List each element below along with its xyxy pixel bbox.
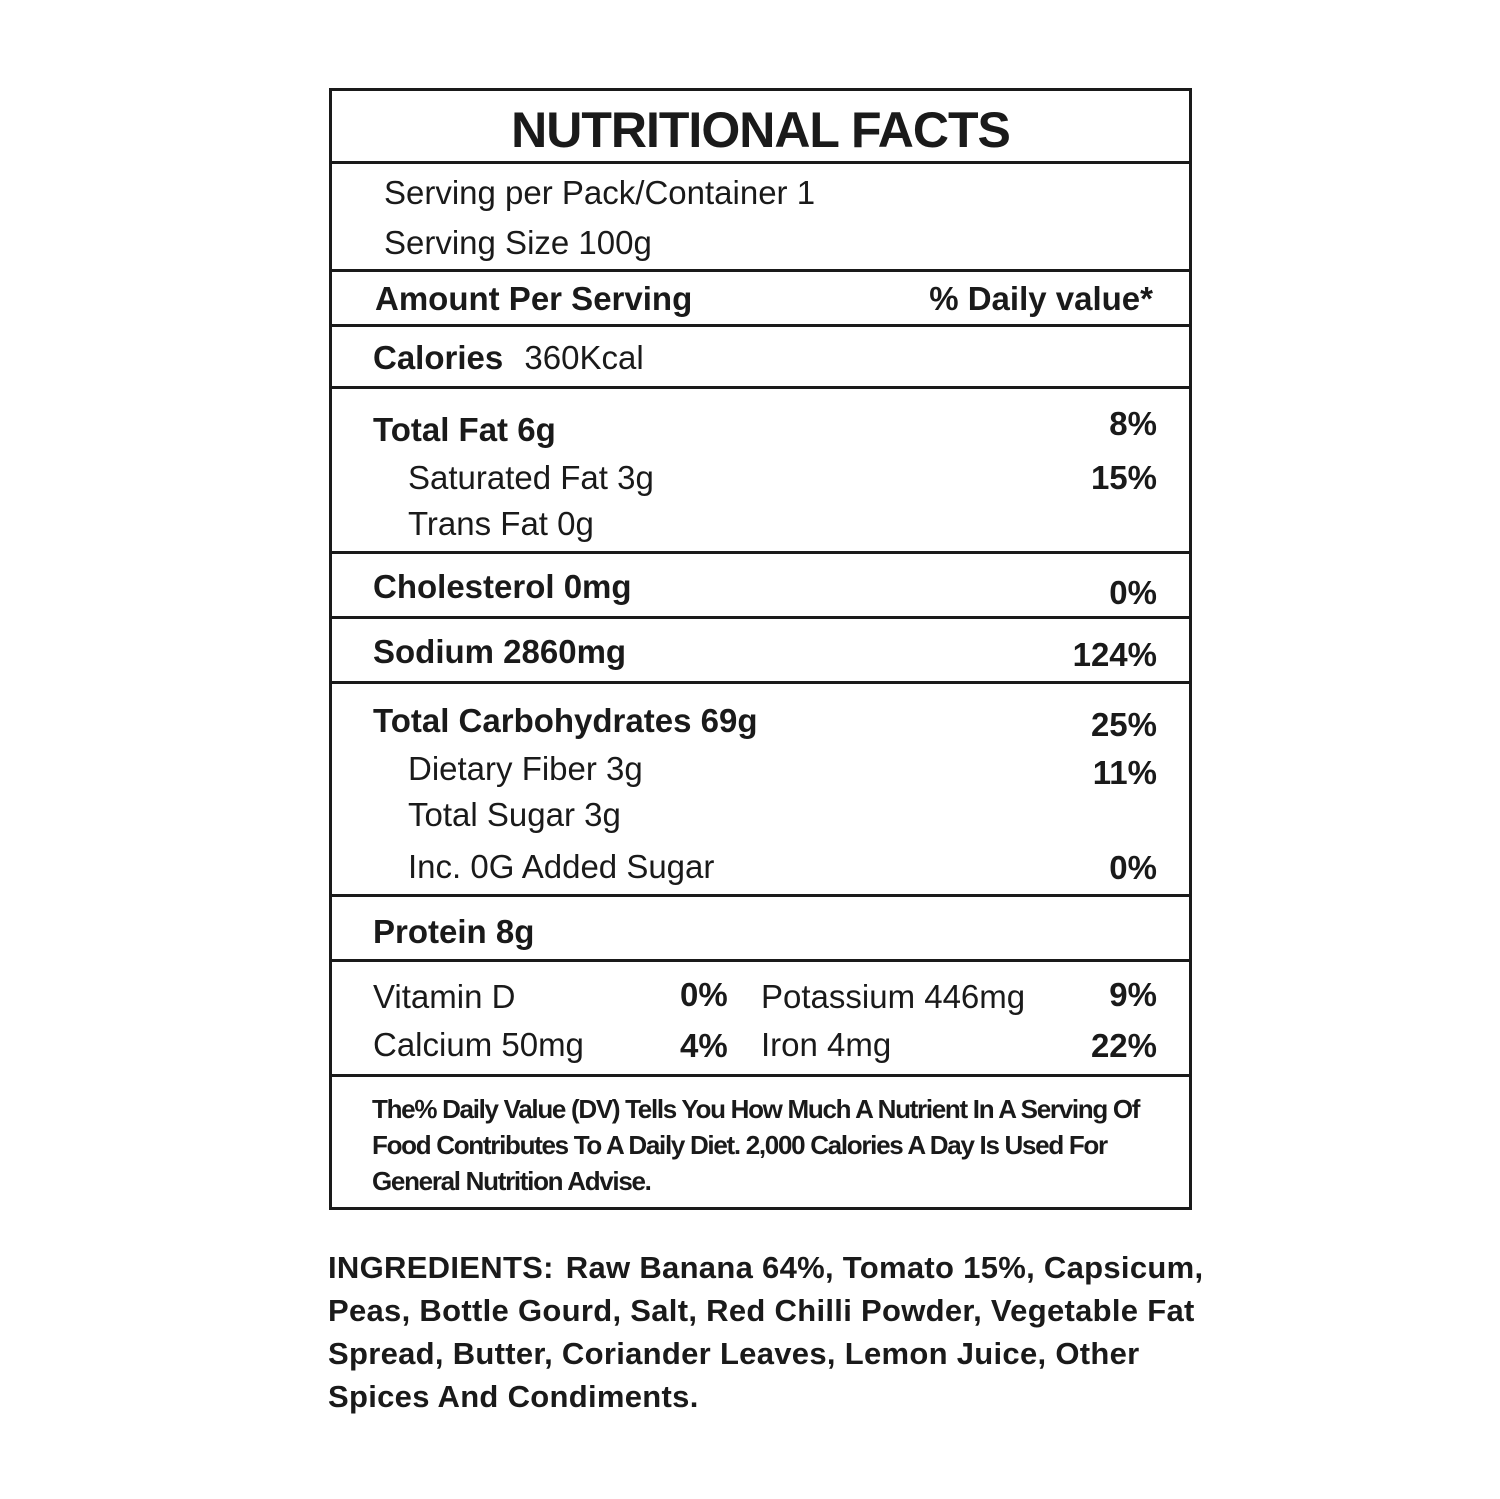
daily-value-footnote: The% Daily Value (DV) Tells You How Much A Nutrient In A Serving Of Food Contributes To A Daily Diet. 2,000 Calories A Day Is Used For General Nutrition Advise. xyxy=(372,1094,1140,1196)
added-sugar-dv: 0% xyxy=(1109,849,1157,886)
calories-row xyxy=(373,341,644,374)
ingredients-list: Raw Banana 64%, Tomato 15%, Capsicum, Peas, Bottle Gourd, Salt, Red Chilli Powder, Vegetable Fat Spread, Butter, Coriander Leaves, Lemon Juice, Other Spices And Condiments. xyxy=(328,1250,1204,1414)
potassium-label: Potassium 446mg xyxy=(761,978,1026,1015)
serving-size: Serving Size 100g xyxy=(384,224,652,261)
added-sugar-label: Inc. 0G Added Sugar xyxy=(408,848,715,885)
total-carbs-dv: 25% xyxy=(1090,706,1157,743)
cholesterol-section xyxy=(332,551,1189,617)
amount-header-section xyxy=(332,269,1189,325)
saturated-fat-label: Saturated Fat 3g xyxy=(408,459,654,496)
calcium-dv: 4% xyxy=(680,1027,728,1064)
calories-section xyxy=(332,324,1189,387)
iron-label: Iron 4mg xyxy=(761,1026,892,1063)
sodium-label: Sodium 2860mg xyxy=(373,633,627,670)
cholesterol-dv: 0% xyxy=(1109,574,1157,611)
iron-dv: 22% xyxy=(1090,1027,1157,1064)
sodium-section xyxy=(332,616,1189,682)
serving-per-pack: Serving per Pack/Container 1 xyxy=(384,174,816,211)
saturated-fat-dv: 15% xyxy=(1090,459,1157,496)
calcium-label: Calcium 50mg xyxy=(373,1026,584,1063)
serving-section xyxy=(332,161,1189,270)
potassium-dv: 9% xyxy=(1109,976,1157,1013)
dietary-fiber-dv: 11% xyxy=(1092,754,1157,791)
protein-section xyxy=(332,894,1189,960)
protein-label: Protein 8g xyxy=(373,913,535,950)
sodium-dv: 124% xyxy=(1072,636,1157,673)
total-carbs-label: Total Carbohydrates 69g xyxy=(373,702,758,739)
vitamin-d-dv: 0% xyxy=(680,976,728,1013)
title-section xyxy=(332,91,1189,161)
cholesterol-label: Cholesterol 0mg xyxy=(373,568,632,605)
vitamin-d-label: Vitamin D xyxy=(373,978,516,1015)
total-fat-label: Total Fat 6g xyxy=(373,411,556,448)
total-fat-dv: 8% xyxy=(1109,405,1157,442)
carbohydrates-section xyxy=(332,681,1189,895)
calories-value: 360Kcal xyxy=(524,339,644,376)
ingredients-text xyxy=(328,1246,1208,1418)
footnote-section xyxy=(332,1074,1189,1210)
daily-value-header: % Daily value* xyxy=(929,280,1153,317)
nutrition-facts-panel xyxy=(329,88,1192,1210)
ingredients-label: INGREDIENTS: xyxy=(328,1250,554,1285)
panel-title: NUTRITIONAL FACTS xyxy=(511,102,1010,158)
dietary-fiber-label: Dietary Fiber 3g xyxy=(408,750,643,787)
amount-per-serving-label: Amount Per Serving xyxy=(375,280,693,317)
trans-fat-label: Trans Fat 0g xyxy=(408,505,594,542)
vitamins-section xyxy=(332,959,1189,1075)
total-sugar-label: Total Sugar 3g xyxy=(408,796,621,833)
calories-label: Calories xyxy=(373,339,504,376)
fat-section xyxy=(332,386,1189,552)
